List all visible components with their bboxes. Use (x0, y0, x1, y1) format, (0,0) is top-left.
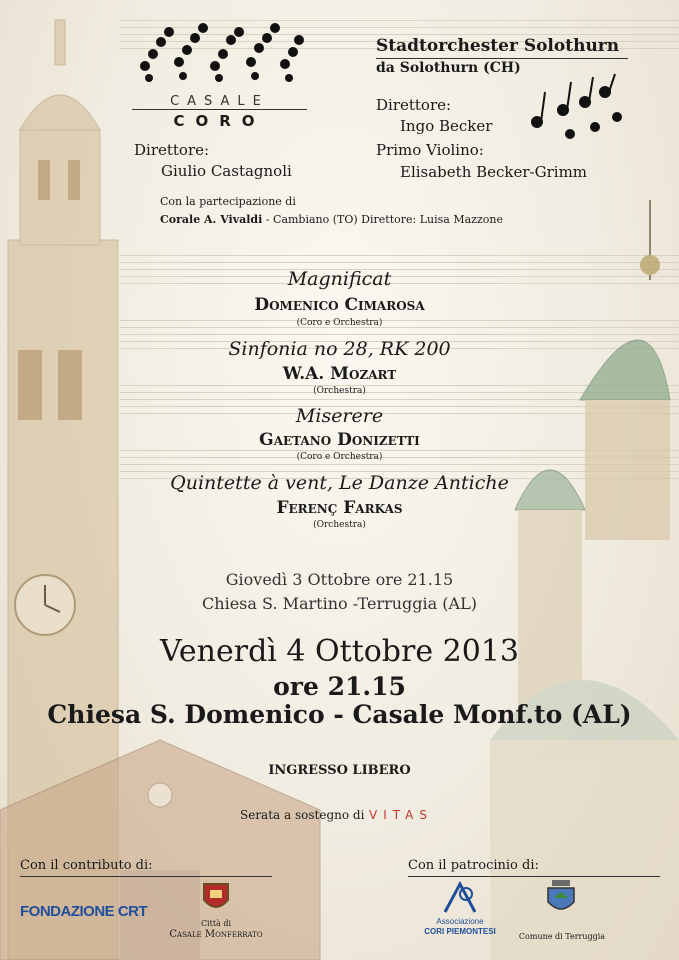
main-concert-date: Venerdì 4 Ottobre 2013 (160, 634, 519, 669)
city-label-line1: Città di (200, 919, 232, 928)
terruggia-coat-of-arms-icon (544, 878, 578, 918)
program-composer-4: Ferenç Farkas (276, 498, 403, 518)
patronage-label: Con il patrocinio di: (408, 858, 539, 873)
first-concert-date: Giovedì 3 Ottobre ore 21.15 (225, 570, 454, 589)
first-violin-name: Elisabeth Becker-Grimm (400, 163, 588, 181)
program-composer-2: W.A. Mozart (282, 364, 397, 384)
program-composer-3: Gaetano Donizetti (259, 430, 420, 450)
program-title-3: Miserere (295, 405, 384, 427)
first-concert-place: Chiesa S. Martino -Terruggia (AL) (202, 594, 477, 613)
program-composer-1: Domenico Cimarosa (254, 295, 425, 315)
casale-coat-of-arms-icon (201, 880, 231, 916)
assoc-line2: CORI PIEMONTESI (424, 927, 496, 936)
orchestra-name: Stadtorchester Solothurn (376, 36, 620, 56)
first-violin-label: Primo Violino: (376, 141, 484, 159)
casale-director-label: Direttore: (134, 141, 210, 159)
vitas-logo: VITAS (369, 808, 433, 822)
program-forces-2: (Orchestra) (313, 386, 366, 396)
coro-logo-text: CORO (173, 112, 266, 130)
orchestra-director-label: Direttore: (376, 96, 452, 114)
program-title-2: Sinfonia no 28, RK 200 (228, 338, 451, 360)
casale-logo-text: CASALE (170, 94, 269, 109)
contribution-label: Con il contributo di: (20, 858, 153, 873)
cori-piemontesi-logo-icon (440, 880, 480, 916)
participation-line (160, 213, 503, 226)
contribution-divider (20, 876, 272, 877)
orchestra-director-name: Ingo Becker (400, 117, 493, 135)
main-concert-time: ore 21.15 (273, 672, 406, 701)
fondazione-crt-logo: FONDAZIONE CRT (20, 903, 148, 920)
orchestra-divider (376, 58, 628, 59)
participation-intro: Con la partecipazione di (160, 195, 296, 208)
guest-choir-name: Corale A. Vivaldi (160, 213, 263, 226)
logo-divider (132, 109, 307, 110)
patronage-divider (408, 876, 660, 877)
program-forces-4: (Orchestra) (313, 520, 366, 530)
main-concert-place: Chiesa S. Domenico - Casale Monf.to (AL) (47, 700, 632, 729)
program-forces-1: (Coro e Orchestra) (296, 318, 383, 328)
city-label-line2: Casale Monferrato (169, 929, 263, 940)
musical-notes-logo (525, 72, 635, 147)
assoc-line1: Associazione (436, 917, 484, 926)
program-title-1: Magnificat (287, 268, 392, 290)
guest-choir-details: - Cambiano (TO) Direttore: Luisa Mazzone (262, 213, 503, 226)
program-forces-3: (Coro e Orchestra) (296, 452, 383, 462)
program-title-4: Quintette à vent, Le Danze Antiche (170, 472, 509, 494)
comune-terruggia-label: Comune di Terruggia (518, 932, 606, 941)
casale-coro-notes-logo (135, 14, 305, 92)
orchestra-origin: da Solothurn (CH) (376, 60, 521, 76)
church-facade-illustration (0, 720, 330, 960)
support-text: Serata a sostegno di (240, 808, 365, 822)
admission-text: INGRESSO LIBERO (268, 763, 411, 778)
casale-director-name: Giulio Castagnoli (161, 162, 292, 180)
